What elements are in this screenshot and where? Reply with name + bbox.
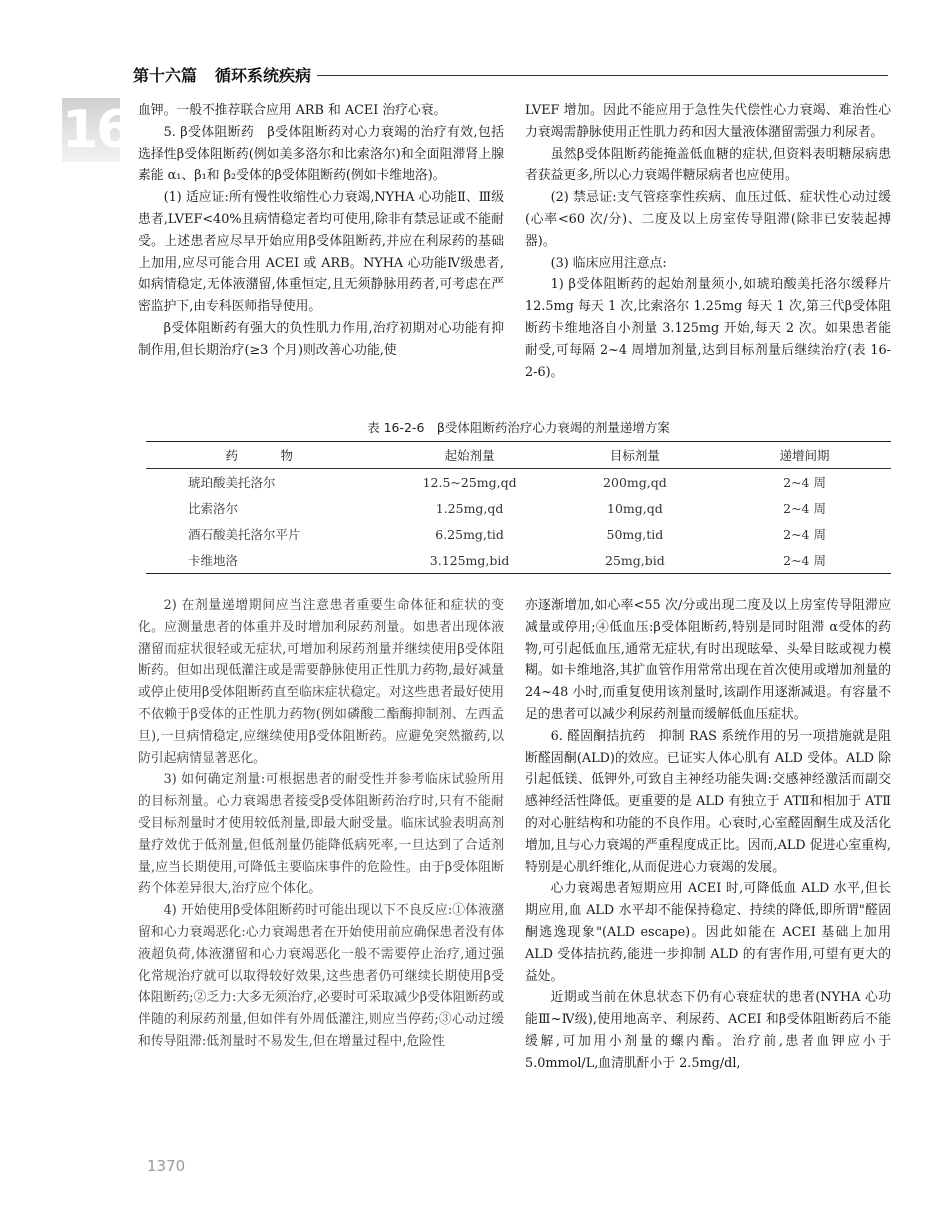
paragraph: 心力衰竭患者短期应用 ACEI 时,可降低血 ALD 水平,但长期应用,血 ALD 水平却不能保持稳定、持续的降低,即所谓"醛固酮逃逸现象"(ALD escape)。因此如能在 ACEI 基础上加用 ALD 受体拮抗药,能进一步抑制 ALD 的有害作用,可望有更大的益处。 <box>525 881 891 984</box>
chapter-tab-number: 16 <box>62 100 131 160</box>
table-cell: 12.5~25mg,qd <box>422 474 517 490</box>
table-cell: 25mg,bid <box>605 552 665 568</box>
column-header: 递增间期 <box>718 442 891 469</box>
table-cell: 6.25mg,tid <box>435 526 504 542</box>
paragraph: 6. 醛固酮拮抗药 抑制 RAS 系统作用的另一项措施就是阻断醛固酮(ALD)的效应。已证实人体心肌有 ALD 受体。ALD 除引起低镁、低钾外,可致自主神经功能失调:交感神经激活而副交感神经活性降低。更重要的是 ALD 有独立于 ATⅡ和相加于 ATⅡ的对心脏结构和功能的不良作用。心衰时,心室醛固酮生成及活化增加,且与心力衰竭的严重程度成正比。因而,ALD 促进心室重构,特别是心肌纤维化,从而促进心力衰竭的发展。 <box>525 728 891 875</box>
table-cell: 卡维地洛 <box>188 553 239 568</box>
table-cell: 2~4 周 <box>783 475 826 490</box>
table-cell: 2~4 周 <box>783 501 826 516</box>
paragraph: LVEF 增加。因此不能应用于急性失代偿性心力衰竭、难治性心力衰竭需静脉使用正性肌力药和因大量液体潴留需强力利尿者。 <box>525 103 891 140</box>
text-column-top-left <box>138 100 504 362</box>
running-header <box>133 62 888 86</box>
chapter-thumb-tab <box>62 98 131 162</box>
paragraph: (1) 适应证:所有慢性收缩性心力衰竭,NYHA 心功能Ⅱ、Ⅲ级患者,LVEF<40%且病情稳定者均可使用,除非有禁忌证或不能耐受。上述患者应尽早开始应用β受体阻断药,并应在利尿药的基础上加用,应尽可能合用 ACEI 或 ARB。NYHA 心功能Ⅳ级患者,如病情稳定,无体液潴留,体重恒定,且无须静脉用药者,可考虑在严密监护下,由专科医师指导使用。 <box>138 190 504 315</box>
text-column-bottom-right <box>525 595 891 1075</box>
paragraph: 虽然β受体阻断药能掩盖低血糖的症状,但资料表明糖尿病患者获益更多,所以心力衰竭伴糖尿病者也应使用。 <box>525 146 891 184</box>
table-row <box>146 547 891 574</box>
table-cell: 10mg,qd <box>607 500 663 516</box>
table-header-row <box>146 442 891 469</box>
paragraph: 2) 在剂量递增期间应当注意患者重要生命体征和症状的变化。应测量患者的体重并及时增加利尿药剂量。如患者出现体液潴留而症状很轻或无症状,可增加利尿药剂量并继续使用β受体阻断药。但如出现低灌注或是需要静脉使用正性肌力药物,最好减量或停止使用β受体阻断药直至临床症状稳定。对这些患者最好使用不依赖于β受体的正性肌力药物(例如磷酸二酯酶抑制剂、左西孟旦),一旦病情稳定,应继续使用β受体阻断药。应避免突然撤药,以防引起病情显著恶化。 <box>138 598 504 766</box>
header-rule <box>317 75 888 76</box>
table-cell: 1.25mg,qd <box>435 500 504 516</box>
table-cell: 2~4 周 <box>783 527 826 542</box>
table-cell: 200mg,qd <box>603 474 667 490</box>
page-number: 1370 <box>147 1157 186 1175</box>
text-column-bottom-left <box>138 595 504 1053</box>
paragraph: 1) β受体阻断药的起始剂量须小,如琥珀酸美托洛尔缓释片 12.5mg 每天 1 次,比索洛尔 1.25mg 每天 1 次,第三代β受体阻断药卡维地洛自小剂量 3.125mg 开始,每天 2 次。如果患者能耐受,可每隔 2~4 周增加剂量,达到目标剂量后继续治疗(表 16-2-6)。 <box>525 277 891 380</box>
paragraph: (3) 临床应用注意点: <box>550 255 667 271</box>
table-cell: 3.125mg,bid <box>429 552 510 568</box>
table-cell: 50mg,tid <box>606 526 664 542</box>
column-header: 药 物 <box>146 442 388 469</box>
table-row <box>146 495 891 521</box>
chapter-title: 循环系统疾病 <box>215 65 312 85</box>
paragraph: (2) 禁忌证:支气管痉挛性疾病、血压过低、症状性心动过缓(心率<60 次/分)、二度及以上房室传导阻滞(除非已安装起搏器)。 <box>525 190 891 249</box>
paragraph: 5. β受体阻断药 β受体阻断药对心力衰竭的治疗有效,包括选择性β受体阻断药(例如美多洛尔和比索洛尔)和全面阻滞肾上腺素能 α₁、β₁和 β₂受体的β受体阻断药(例如卡维地洛)。 <box>138 124 504 184</box>
paragraph: 近期或当前在休息状态下仍有心衰症状的患者(NYHA 心功能Ⅲ~Ⅳ级),使用地高辛、利尿药、ACEI 和β受体阻断药后不能缓解,可加用小剂量的螺内酯。治疗前,患者血钾应小于 5.0mmol/L,血清肌酐小于 2.5mg/dl, <box>525 990 891 1071</box>
part-title: 第十六篇 <box>133 65 198 85</box>
table-row <box>146 521 891 547</box>
table-cell: 2~4 周 <box>783 553 826 568</box>
paragraph: 血钾。一般不推荐联合应用 ARB 和 ACEI 治疗心衰。 <box>138 103 447 118</box>
paragraph: 亦逐渐增加,如心率<55 次/分或出现二度及以上房室传导阻滞应减量或停用;④低血压:β受体阻断药,特别是同时阻滞 α受体的药物,可引起低血压,通常无症状,有时出现眩晕、头晕目眩或视力模糊。如卡维地洛,其扩血管作用常常出现在首次使用或增加剂量的 24~48 小时,而重复使用该剂量时,该副作用逐渐减退。有容量不足的患者可以减少利尿药剂量而缓解低血压症状。 <box>525 598 891 722</box>
column-header: 起始剂量 <box>388 442 552 469</box>
text-column-top-right <box>525 100 891 383</box>
table-caption: 表 16-2-6 β受体阻断药治疗心力衰竭的剂量递增方案 <box>367 420 670 435</box>
table-cell: 比索洛尔 <box>188 501 239 516</box>
table-row <box>146 469 891 496</box>
dose-titration-table <box>146 441 891 574</box>
table-cell: 琥珀酸美托洛尔 <box>188 475 276 490</box>
column-header: 目标剂量 <box>552 442 718 469</box>
paragraph: β受体阻断药有强大的负性肌力作用,治疗初期对心功能有抑制作用,但长期治疗(≥3 个月)则改善心功能,使 <box>138 320 504 358</box>
paragraph: 4) 开始使用β受体阻断药时可能出现以下不良反应:①体液潴留和心力衰竭恶化:心力衰竭患者在开始使用前应确保患者没有体液超负荷,体液潴留和心力衰竭恶化一般不需要停止治疗,通过强化常规治疗就可以取得较好效果,这些患者仍可继续长期使用β受体阻断药;②乏力:大多无须治疗,必要时可采取减少β受体阻断药或伴随的利尿药剂量,但如伴有外周低灌注,则应当停药;③心动过缓和传导阻滞:低剂量时不易发生,但在增量过程中,危险性 <box>138 903 504 1049</box>
paragraph: 3) 如何确定剂量:可根据患者的耐受性并参考临床试验所用的目标剂量。心力衰竭患者接受β受体阻断药治疗时,只有不能耐受目标剂量时才使用较低剂量,即最大耐受量。临床试验表明高剂量疗效优于低剂量,但低剂量仍能降低病死率,一旦达到了合适剂量,应当长期使用,可降低主要临床事件的危险性。由于β受体阻断药个体差异很大,治疗应个体化。 <box>138 772 504 897</box>
table-cell: 酒石酸美托洛尔平片 <box>188 527 301 542</box>
